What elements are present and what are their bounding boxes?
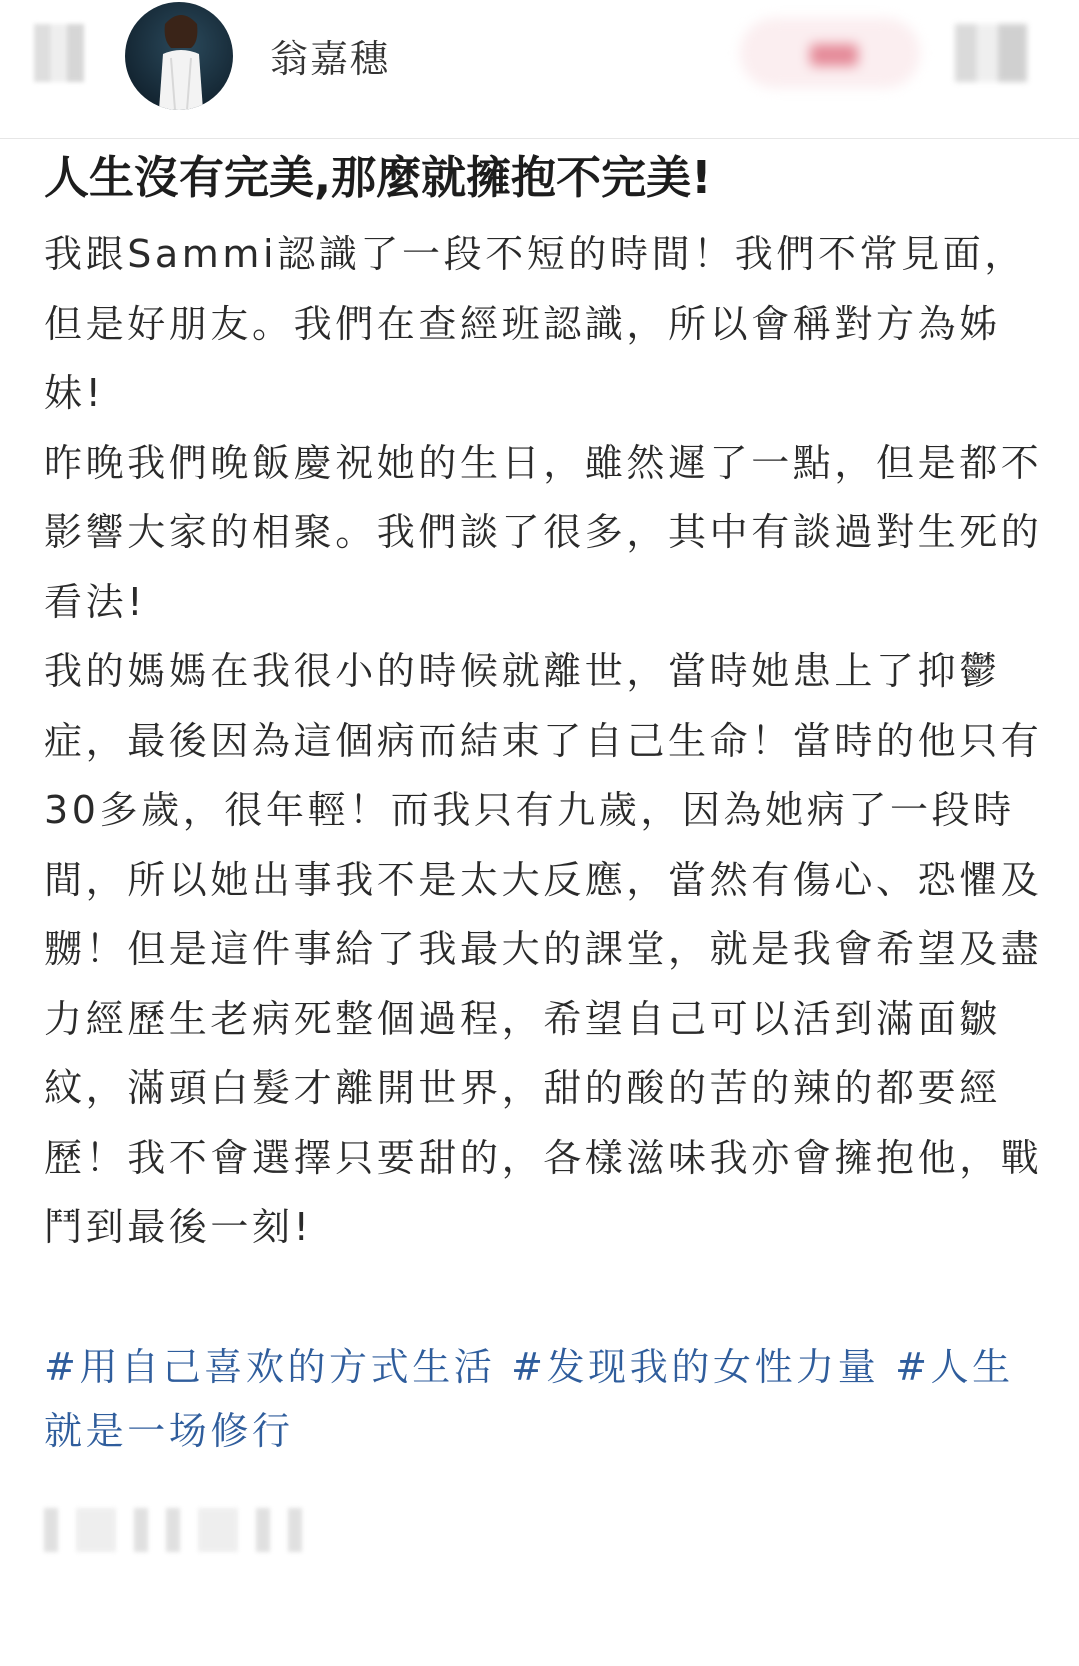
follow-button[interactable]: [740, 18, 920, 88]
hashtag-list: [44, 1335, 1044, 1463]
action-bar-segment: [44, 1508, 58, 1552]
action-bar-segment: [256, 1508, 270, 1552]
post-title: 人生沒有完美,那麼就擁抱不完美!: [44, 151, 712, 204]
post-paragraph: 昨晚我們晚飯慶祝她的生日，雖然遲了一點，但是都不影響大家的相聚。我們談了很多，其中有談過對生死的看法!: [44, 440, 1043, 624]
action-bar-segment: [288, 1508, 302, 1552]
more-options-icon[interactable]: [955, 24, 1027, 82]
action-bar-segment: [76, 1508, 116, 1552]
post-header: [0, 0, 1079, 139]
hashtag-link[interactable]: #发现我的女性力量: [511, 1345, 880, 1389]
action-bar: [44, 1508, 364, 1552]
username[interactable]: 翁嘉穗: [270, 37, 391, 81]
action-bar-segment: [198, 1508, 238, 1552]
hashtag-link[interactable]: #人生就是一场修行: [44, 1345, 1014, 1453]
action-bar-segment: [134, 1508, 148, 1552]
avatar[interactable]: [125, 2, 233, 110]
hashtag-link[interactable]: #用自己喜欢的方式生活: [44, 1345, 496, 1389]
post-body: [44, 220, 1044, 1263]
post-paragraph: 我的媽媽在我很小的時候就離世，當時她患上了抑鬱症，最後因為這個病而結束了自己生命！當時的他只有30多歲，很年輕！而我只有九歲，因為她病了一段時間，所以她出事我不是太大反應，當然有傷心、恐懼及嬲！但是這件事給了我最大的課堂，就是我會希望及盡力經歷生老病死整個過程，希望自己可以活到滿面皺紋，滿頭白髮才離開世界，甜的酸的苦的辣的都要經歷！我不會選擇只要甜的，各樣滋味我亦會擁抱他，戰鬥到最後一刻!: [44, 649, 1043, 1249]
post-paragraph: 我跟Sammi認識了一段不短的時間！我們不常見面，但是好朋友。我們在查經班認識，所以會稱對方為姊妹!: [44, 232, 1026, 415]
back-arrow-icon[interactable]: [34, 24, 84, 82]
action-bar-segment: [166, 1508, 180, 1552]
